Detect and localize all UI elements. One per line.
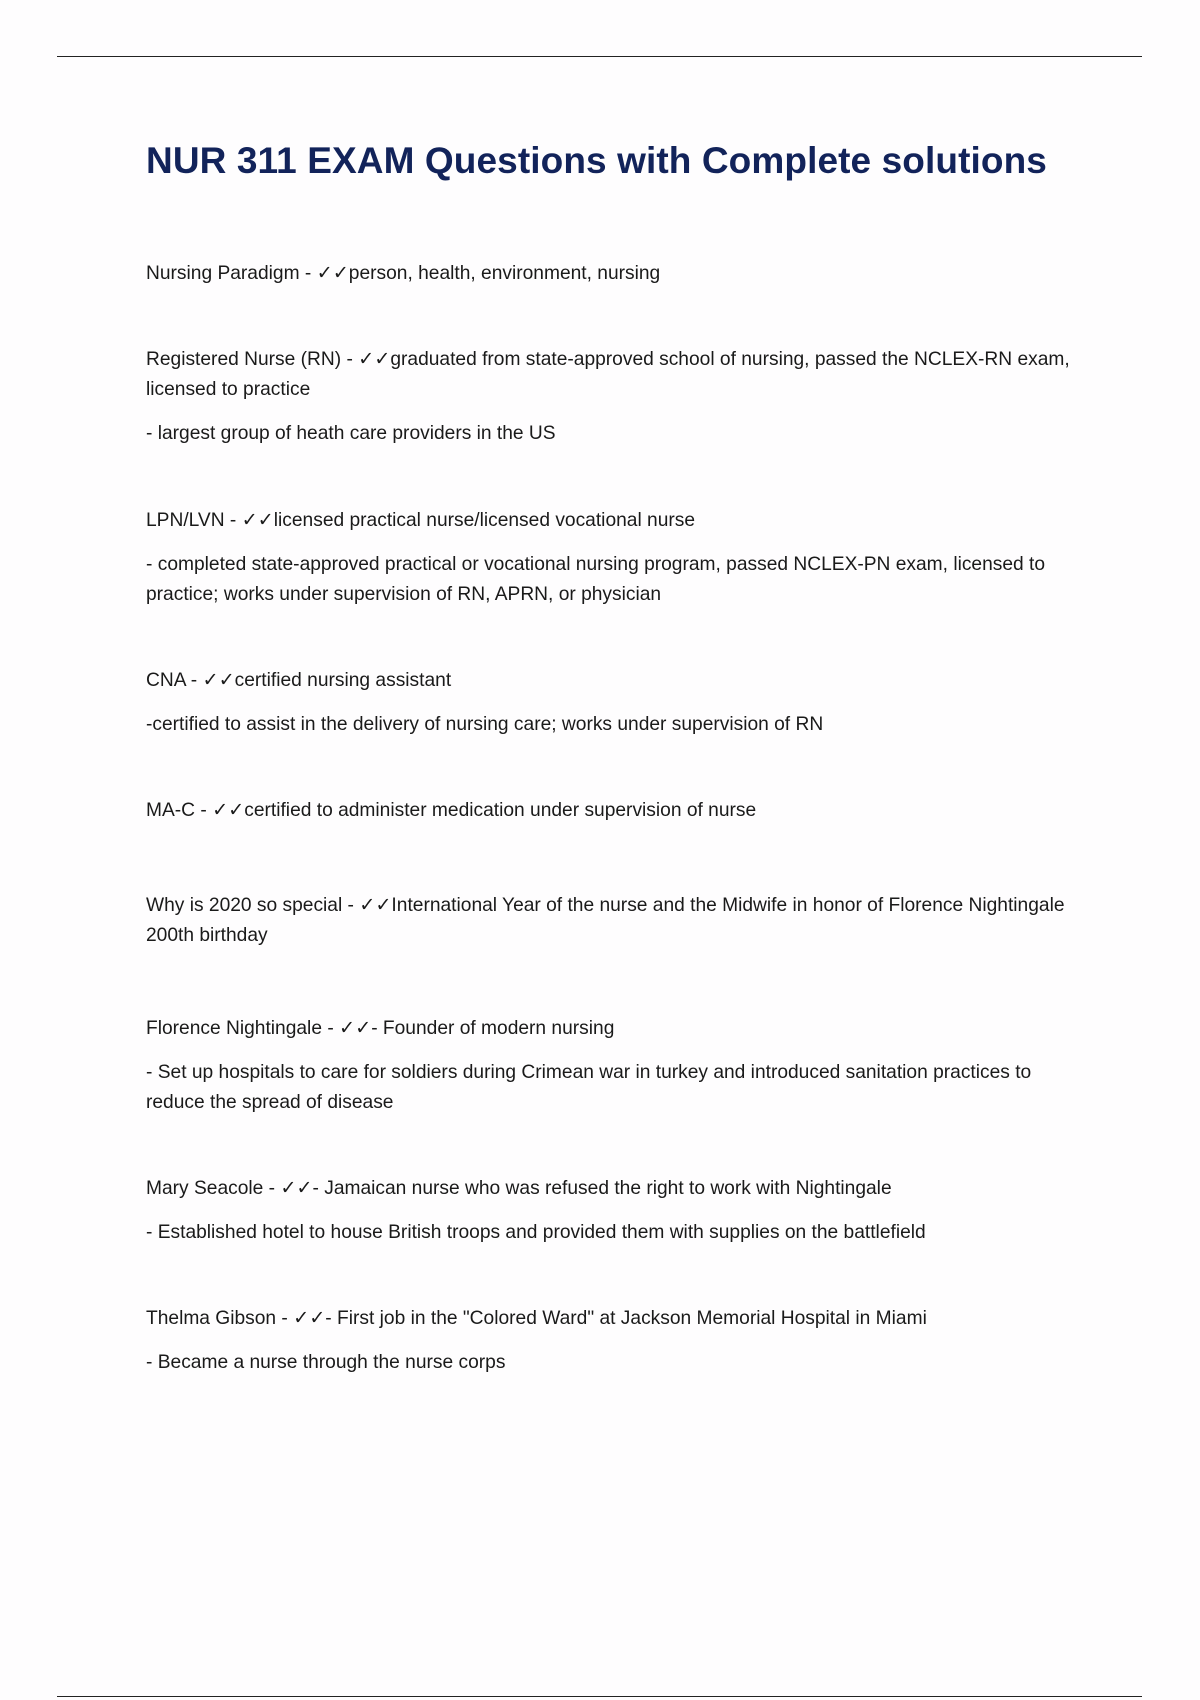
entry-answer: Mary Seacole - ✓✓- Jamaican nurse who was refused the right to work with Nightingale — [146, 1177, 892, 1199]
entry-answer: CNA - ✓✓certified nursing assistant — [146, 669, 452, 691]
entry-thelma-gibson — [146, 1304, 1086, 1378]
entry-list — [146, 259, 1086, 1378]
header-rule — [57, 56, 1142, 57]
entry-answer: Nursing Paradigm - ✓✓person, health, environment, nursing — [146, 262, 661, 284]
document-page — [146, 140, 1086, 1378]
entry-why-2020 — [146, 891, 1086, 951]
entry-florence-nightingale — [146, 1014, 1086, 1118]
entry-detail: -certified to assist in the delivery of nursing care; works under supervision of RN — [146, 713, 824, 735]
entry-detail: - largest group of heath care providers in the US — [146, 422, 556, 444]
entry-answer: LPN/LVN - ✓✓licensed practical nurse/licensed vocational nurse — [146, 509, 696, 531]
entry-answer: Thelma Gibson - ✓✓- First job in the "Colored Ward" at Jackson Memorial Hospital in Miami — [146, 1307, 927, 1329]
entry-detail: - Became a nurse through the nurse corps — [146, 1351, 506, 1373]
entry-registered-nurse — [146, 345, 1086, 449]
entry-answer: Why is 2020 so special - ✓✓International Year of the nurse and the Midwife in honor of Florence Nightingale 200th birthday — [146, 894, 1065, 946]
entry-detail: - completed state-approved practical or vocational nursing program, passed NCLEX-PN exam, licensed to practice; works under supervision of RN, APRN, or physician — [146, 553, 1046, 605]
footer-rule — [57, 1696, 1142, 1697]
entry-answer: Florence Nightingale - ✓✓- Founder of modern nursing — [146, 1017, 615, 1039]
entry-nursing-paradigm — [146, 259, 1086, 289]
document-title: NUR 311 EXAM Questions with Complete solutions — [146, 140, 1047, 181]
entry-ma-c — [146, 796, 1086, 826]
entry-detail: - Established hotel to house British troops and provided them with supplies on the battlefield — [146, 1221, 926, 1243]
entry-detail: - Set up hospitals to care for soldiers during Crimean war in turkey and introduced sanitation practices to reduce the spread of disease — [146, 1061, 1032, 1113]
entry-cna — [146, 666, 1086, 740]
entry-mary-seacole — [146, 1174, 1086, 1248]
entry-lpn-lvn — [146, 506, 1086, 610]
entry-answer: Registered Nurse (RN) - ✓✓graduated from state-approved school of nursing, passed the NCLEX-RN exam, licensed to practice — [146, 348, 1070, 400]
entry-answer: MA-C - ✓✓certified to administer medication under supervision of nurse — [146, 799, 757, 821]
